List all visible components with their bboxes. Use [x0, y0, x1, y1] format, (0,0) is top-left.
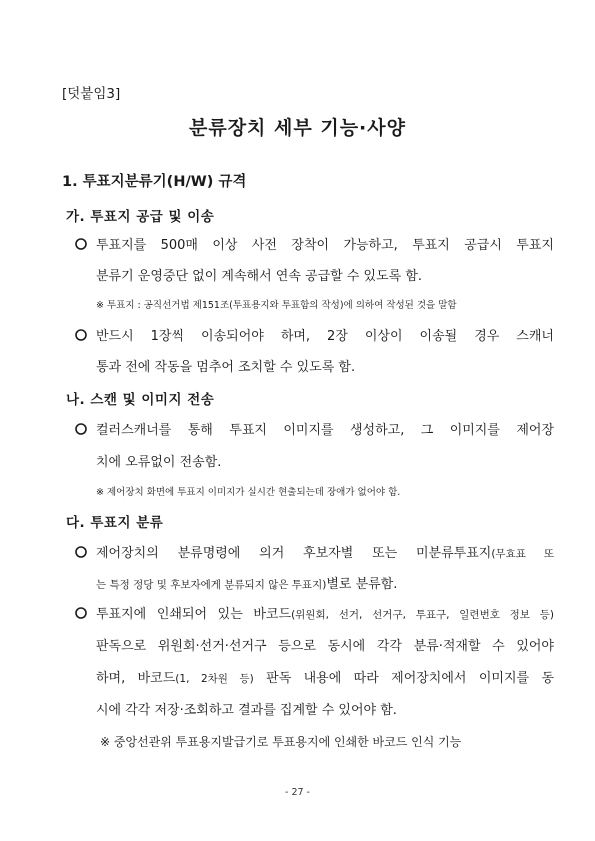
ga-bullet-1-line-2: 분류기 운영중단 없이 계속해서 연속 공급할 수 있도록 함.: [96, 269, 423, 284]
page-number: - 27 -: [285, 787, 310, 798]
circle-bullet-icon: [74, 545, 88, 559]
subsection-ga-heading: 가. 투표지 공급 및 이송: [66, 209, 215, 225]
subsection-na-heading: 나. 스캔 및 이미지 전송: [66, 392, 215, 408]
circle-bullet-icon: [74, 422, 88, 436]
circle-bullet-icon: [74, 328, 88, 342]
da-bullet-2-line-4: 시에 각각 저장·조회하고 결과를 집계할 수 있어야 함.: [96, 703, 397, 718]
circle-bullet-icon: [74, 606, 88, 620]
section-1-heading: 1. 투표지분류기(H/W) 규격: [62, 174, 247, 190]
da-bullet-2-line-3: 하며, 바코드(1, 2차원 등) 판독 내용에 따라 제어장치에서 이미지를 동: [96, 671, 554, 686]
subsection-da-heading: 다. 투표지 분류: [66, 515, 164, 531]
da-bullet-2-line-1: 투표지에 인쇄되어 있는 바코드(위원회, 선거, 선거구, 투표구, 일련번호 정보 등): [96, 607, 554, 622]
attachment-label: [덧붙임3]: [62, 86, 121, 102]
na-bullet-1-line-1: 컬러스캐너를 통해 투표지 이미지를 생성하고, 그 이미지를 제어장: [96, 423, 554, 438]
da-bullet-1-line-1: 제어장치의 분류명령에 의거 후보자별 또는 미분류투표지(무효표 또: [96, 546, 554, 561]
ga-bullet-2-line-2: 통과 전에 작동을 멈추어 조치할 수 있도록 함.: [96, 360, 356, 375]
da-bullet-1-line-2: 는 특정 정당 및 후보자에게 분류되지 않은 투표지)별로 분류함.: [96, 577, 398, 592]
page-title: 분류장치 세부 기능·사양: [189, 117, 406, 139]
na-bullet-1-line-2: 치에 오류없이 전송함.: [96, 455, 222, 470]
circle-bullet-icon: [74, 237, 88, 251]
ga-bullet-1-line-1: 투표지를 500매 이상 사전 장착이 가능하고, 투표지 공급시 투표지: [96, 238, 554, 253]
da-note-1: ※ 중앙선관위 투표용지발급기로 투표용지에 인쇄한 바코드 인식 기능: [100, 735, 462, 749]
ga-bullet-2-line-1: 반드시 1장씩 이송되어야 하며, 2장 이상이 이송될 경우 스캐너: [96, 329, 554, 344]
na-note-1: ※ 제어장치 화면에 투표지 이미지가 실시간 현출되는데 장애가 없어야 함.: [96, 487, 401, 498]
da-bullet-2-line-2: 판독으로 위원회·선거·선거구 등으로 동시에 각각 분류·적재할 수 있어야: [96, 639, 554, 654]
ga-note-1: ※ 투표지 : 공직선거법 제151조(투표용지와 투표함의 작성)에 의하여 작성된 것을 말함: [96, 300, 457, 311]
